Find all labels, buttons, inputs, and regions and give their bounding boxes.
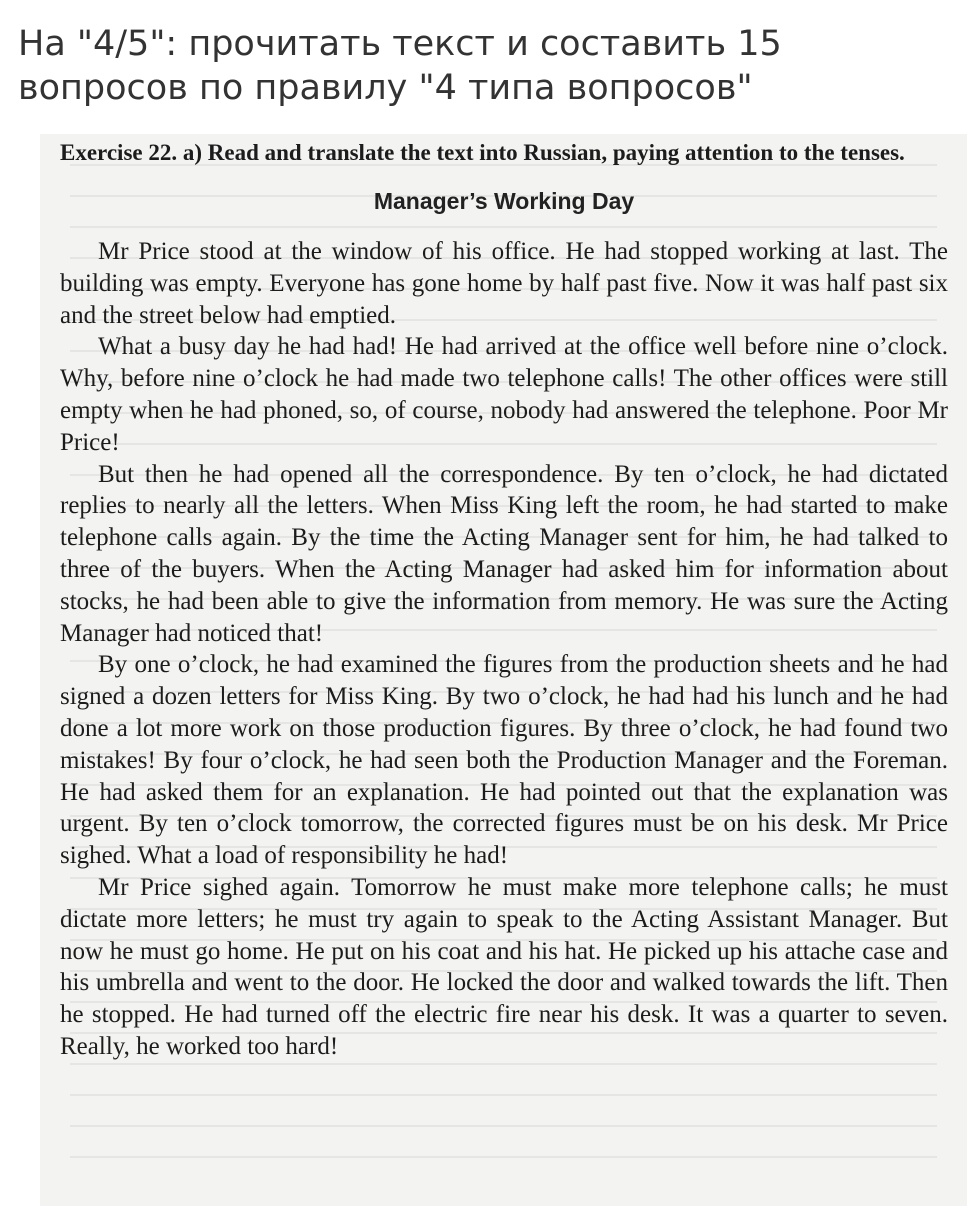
text-title: Manager’s Working Day [373,188,635,214]
paragraph: But then he had opened all the correspondence. By ten o’clock, he had dictated replies to nearly all the letters. When Miss King left the room, he had started to make telephone calls again. By the time the Acting Manager sent for him, he had talked to three of the buyers. When the Acting Manager had asked him for information about stocks, he had been able to give the information from memory. He was sure the Acting Manager had noticed that! [60,460,948,647]
paragraph: Mr Price stood at the window of his office. He had stopped working at last. The building was empty. Everyone has gone home by half past five. Now it was half past six and the street below had emptied. [60,238,948,329]
textbook-page [60,138,948,1063]
exercise-instruction: Exercise 22. a) Read and translate the text into Russian, paying attention to the tenses. [60,140,905,165]
question-text: На "4/5": прочитать текст и составить 15 вопросов по правилу "4 типа вопросов" [18,24,782,108]
textbook-scan [40,134,967,1206]
paragraph: By one o’clock, he had examined the figures from the production sheets and he had signed a dozen letters for Miss King. By two o’clock, he had had his lunch and he had done a lot more work on those production figures. By three o’clock, he had found two mistakes! By four o’clock, he had seen both the Production Manager and the Foreman. He had asked them for an explanation. He had pointed out that the explanation was urgent. By ten o’clock tomorrow, the corrected figures must be on his desk. Mr Price sighed. What a load of responsibility he had! [60,651,948,870]
paragraph: Mr Price sighed again. Tomorrow he must make more telephone calls; he must dictate more letters; he must try again to speak to the Acting Assistant Manager. But now he must go home. He put on his coat and his hat. He picked up his attache case and his umbrella and went to the door. He locked the door and walked towards the lift. Then he stopped. He had turned off the electric fire near his desk. It was a quarter to seven. Really, he worked too hard! [60,873,948,1060]
paragraph: What a busy day he had had! He had arrived at the office well before nine o’clock. Why, before nine o’clock he had made two telephone calls! The other offices were still empty when he had phoned, so, of course, nobody had answered the telephone. Poor Mr Price! [60,333,948,456]
